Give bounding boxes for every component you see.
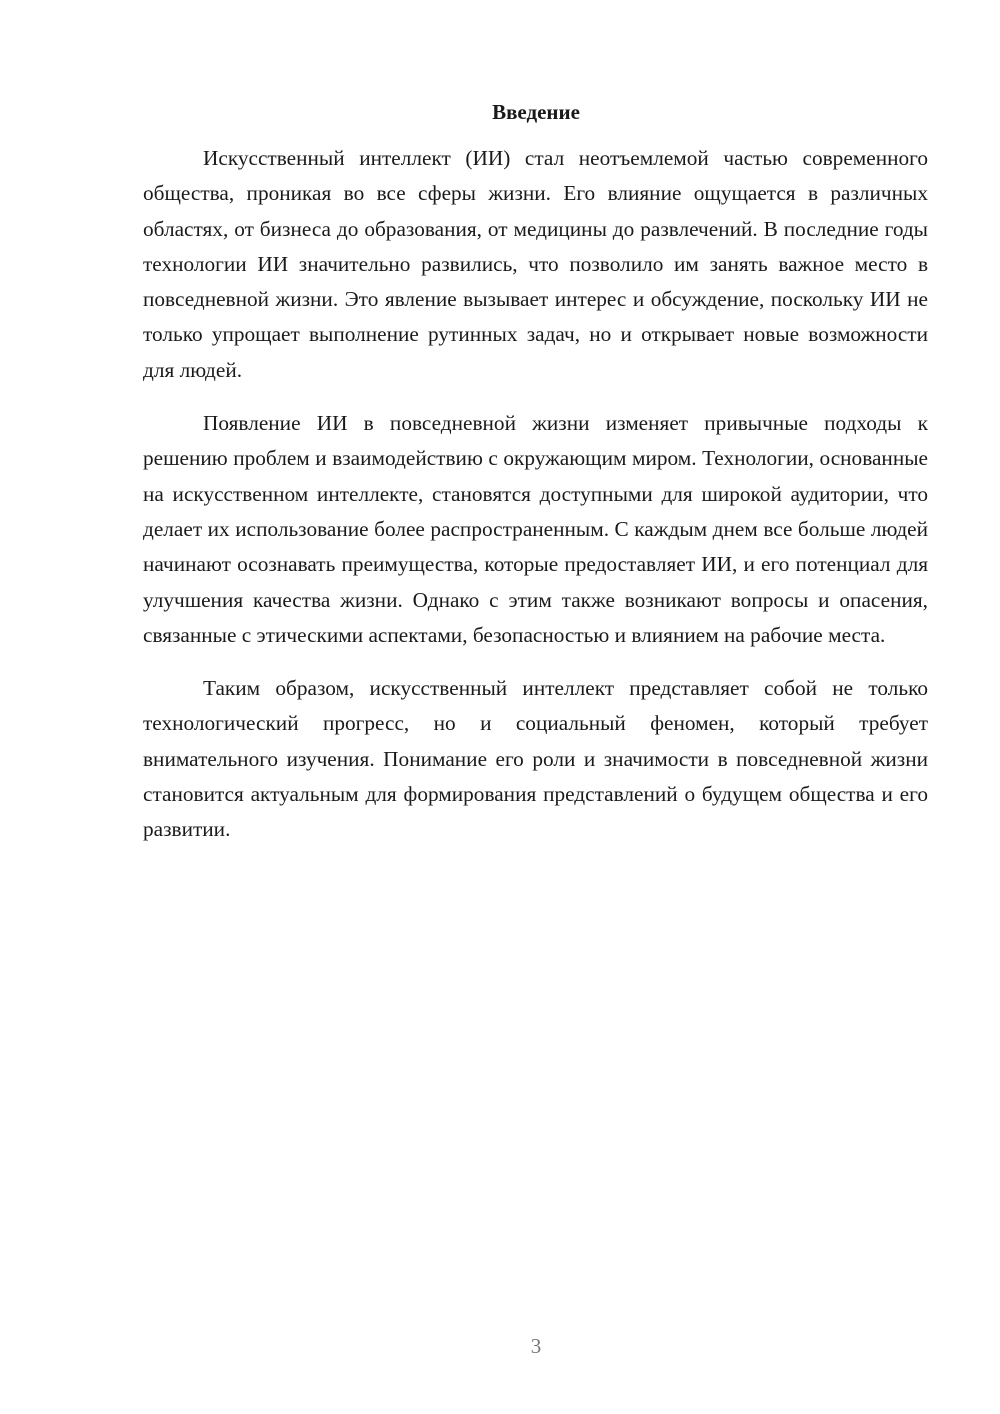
paragraph-2: Появление ИИ в повседневной жизни изменяет привычные подходы к решению проблем и взаимодействию с окружающим миром. Технологии, основанные на искусственном интеллекте, становятся доступными для широкой аудитории, что делает их использование более распространенным. С каждым днем все больше людей начинают осознавать преимущества, которые предоставляет ИИ, и его потенциал для улучшения качества жизни. Однако с этим также возникают вопросы и опасения, связанные с этическими аспектами, безопасностью и влиянием на рабочие места. — [143, 411, 928, 647]
paragraph-1: Искусственный интеллект (ИИ) стал неотъемлемой частью современного общества, проникая во все сферы жизни. Его влияние ощущается в различных областях, от бизнеса до образования, от медицины до развлечений. В последние годы технологии ИИ значительно развились, что позволило им занять важное место в повседневной жизни. Это явление вызывает интерес и обсуждение, поскольку ИИ не только упрощает выполнение рутинных задач, но и открывает новые возможности для людей. — [143, 146, 928, 382]
body-text — [143, 141, 928, 866]
page-number: 3 — [530, 1334, 542, 1358]
section-heading: Введение — [492, 100, 580, 124]
paragraph-3: Таким образом, искусственный интеллект представляет собой не только технологический прогресс, но и социальный феномен, который требует внимательного изучения. Понимание его роли и значимости в повседневной жизни становится актуальным для формирования представлений о будущем общества и его развитии. — [143, 676, 928, 842]
